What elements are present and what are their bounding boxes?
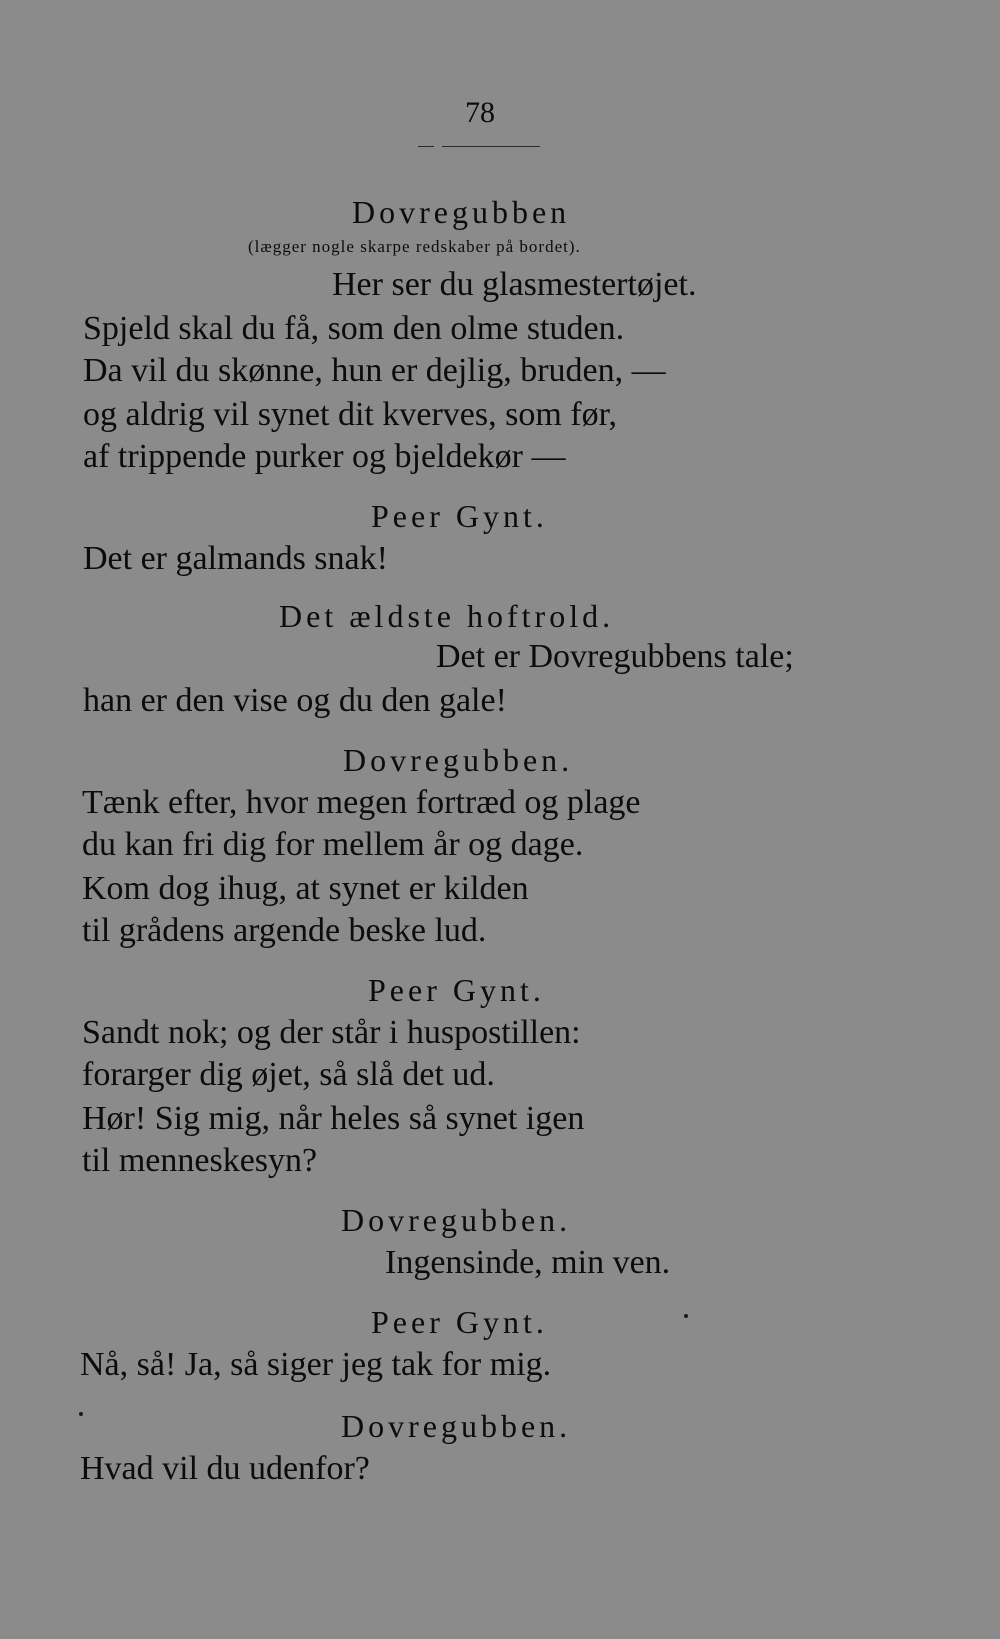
stage-direction: (lægger nogle skarpe redskaber på bordet).	[248, 237, 581, 256]
page-number: 78	[465, 96, 495, 129]
verse-line: Nå, så! Ja, så siger jeg tak for mig.	[80, 1346, 552, 1383]
ink-speck	[684, 1314, 688, 1318]
verse-line: og aldrig vil synet dit kverves, som før,	[83, 396, 618, 433]
page-number-rule-left	[418, 146, 434, 147]
speaker-name: Dovregubben.	[341, 1202, 572, 1238]
verse-line: af trippende purker og bjeldekør —	[83, 438, 566, 475]
verse-line: Her ser du glasmestertøjet.	[332, 266, 697, 303]
verse-line: Sandt nok; og der står i huspostillen:	[82, 1014, 581, 1051]
verse-line: Kom dog ihug, at synet er kilden	[82, 870, 529, 907]
speaker-name: Peer Gynt.	[371, 498, 548, 534]
verse-line: han er den vise og du den gale!	[83, 682, 507, 719]
speaker-name: Peer Gynt.	[371, 1304, 548, 1340]
speaker-name: Dovregubben.	[343, 742, 574, 778]
verse-line: Ingensinde, min ven.	[385, 1244, 671, 1281]
verse-line: Da vil du skønne, hun er dejlig, bruden, —	[83, 352, 666, 389]
ink-speck	[79, 1412, 83, 1416]
verse-line: Det er galmands snak!	[83, 540, 388, 577]
verse-line: Spjeld skal du få, som den olme studen.	[83, 310, 625, 347]
verse-line: Hvad vil du udenfor?	[80, 1450, 370, 1487]
verse-line: du kan fri dig for mellem år og dage.	[82, 826, 584, 863]
verse-line: til menneskesyn?	[82, 1142, 318, 1179]
verse-line: Hør! Sig mig, når heles så synet igen	[82, 1100, 585, 1137]
speaker-name: Dovregubben	[352, 194, 571, 230]
speaker-name: Dovregubben.	[341, 1408, 572, 1444]
verse-line: Tænk efter, hvor megen fortræd og plage	[82, 784, 641, 821]
speaker-name: Peer Gynt.	[368, 972, 545, 1008]
verse-line: til grådens argende beske lud.	[82, 912, 487, 949]
verse-line: Det er Dovregubbens tale;	[436, 638, 794, 675]
page-number-rule	[442, 146, 540, 147]
speaker-name: Det ældste hoftrold.	[279, 598, 615, 634]
verse-line: forarger dig øjet, så slå det ud.	[82, 1056, 495, 1093]
